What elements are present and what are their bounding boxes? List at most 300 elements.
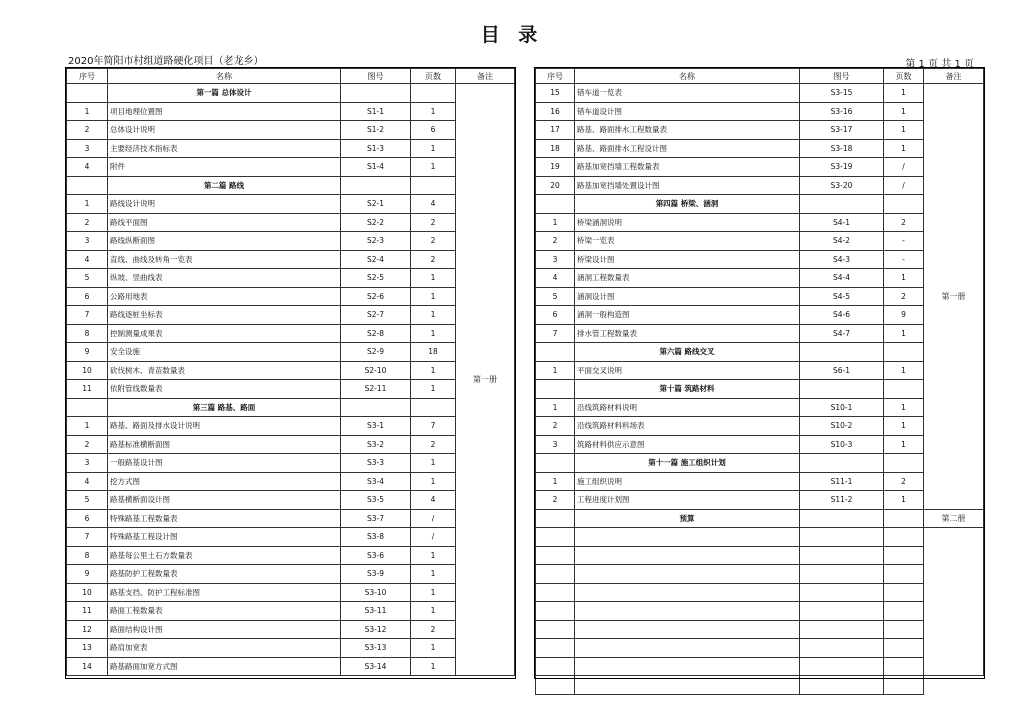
row-name: 挖方式图 (108, 472, 341, 491)
table-row (536, 176, 984, 195)
row-name: 路基、路面及排水设计说明 (108, 417, 341, 436)
row-seq: 8 (67, 324, 108, 343)
row-pages: 1 (411, 565, 456, 584)
header-remark: 备注 (456, 69, 515, 84)
table-row (536, 528, 984, 547)
row-pages: 1 (411, 139, 456, 158)
row-pages: 1 (411, 306, 456, 325)
left-index-table (66, 68, 515, 676)
section-row (67, 84, 515, 103)
remark-cell (924, 528, 984, 676)
row-seq: 6 (536, 306, 575, 325)
table-row (67, 491, 515, 510)
table-row (67, 195, 515, 214)
row-pages (884, 583, 924, 602)
row-code: S4-6 (800, 306, 884, 325)
table-row (67, 250, 515, 269)
row-name: 涵洞工程数量表 (575, 269, 800, 288)
table-row (67, 435, 515, 454)
row-pages: 1 (884, 84, 924, 103)
row-name (575, 602, 800, 621)
row-code: S2-7 (341, 306, 411, 325)
row-seq: 6 (67, 287, 108, 306)
page-info: 第 1 页 共 1 页 (905, 59, 974, 70)
row-seq: 3 (67, 454, 108, 473)
row-seq: 2 (67, 213, 108, 232)
row-seq: 2 (67, 435, 108, 454)
table-header-row (536, 69, 984, 84)
row-seq: 5 (67, 269, 108, 288)
row-code: S3-9 (341, 565, 411, 584)
row-code (800, 657, 884, 676)
row-name: 桥梁设计图 (575, 250, 800, 269)
table-row (536, 269, 984, 288)
remark-cell: 第一册 (924, 84, 984, 510)
row-name: 桥梁涵洞说明 (575, 213, 800, 232)
row-pages: - (884, 250, 924, 269)
section-pages (884, 343, 924, 362)
row-pages: 2 (411, 232, 456, 251)
row-seq: 20 (536, 176, 575, 195)
row-code: S3-3 (341, 454, 411, 473)
row-seq (536, 528, 575, 547)
row-code: S10-1 (800, 398, 884, 417)
row-code: S3-15 (800, 84, 884, 103)
row-pages: / (884, 176, 924, 195)
section-code (800, 195, 884, 214)
row-code: S3-12 (341, 620, 411, 639)
row-code: S2-9 (341, 343, 411, 362)
table-row (536, 620, 984, 639)
row-code: S4-2 (800, 232, 884, 251)
table-row (67, 324, 515, 343)
section-seq (536, 509, 575, 528)
row-seq: 17 (536, 121, 575, 140)
row-pages: 1 (411, 269, 456, 288)
table-row (67, 380, 515, 399)
row-name (575, 676, 800, 695)
row-code: S2-8 (341, 324, 411, 343)
row-name (575, 639, 800, 658)
row-seq: 7 (67, 306, 108, 325)
row-code: S11-2 (800, 491, 884, 510)
row-pages: 1 (884, 324, 924, 343)
table-row (536, 121, 984, 140)
table-row (536, 324, 984, 343)
row-seq (536, 639, 575, 658)
row-name: 路线设计说明 (108, 195, 341, 214)
row-code: S4-1 (800, 213, 884, 232)
table-row (67, 583, 515, 602)
row-seq (536, 657, 575, 676)
table-row (536, 417, 984, 436)
row-seq: 10 (67, 583, 108, 602)
table-row (67, 213, 515, 232)
row-pages: 1 (884, 102, 924, 121)
row-pages: 1 (884, 435, 924, 454)
section-row (536, 380, 984, 399)
table-row (536, 287, 984, 306)
row-code (800, 620, 884, 639)
row-name: 路基、路面排水工程数量表 (575, 121, 800, 140)
row-name: 路基加宽挡墙处置设计图 (575, 176, 800, 195)
row-code: S3-5 (341, 491, 411, 510)
section-title: 第十一篇 施工组织计划 (575, 454, 800, 473)
row-pages: 1 (884, 361, 924, 380)
row-pages: 1 (411, 657, 456, 676)
row-name: 总体设计说明 (108, 121, 341, 140)
row-code: S3-10 (341, 583, 411, 602)
row-pages: 1 (884, 269, 924, 288)
table-row (67, 639, 515, 658)
row-pages: 2 (884, 213, 924, 232)
section-title: 第六篇 路线交叉 (575, 343, 800, 362)
remark-cell: 第一册 (456, 84, 515, 676)
header-name: 名称 (108, 69, 341, 84)
row-code: S3-2 (341, 435, 411, 454)
row-name: 涵洞一般构造图 (575, 306, 800, 325)
row-code: S4-5 (800, 287, 884, 306)
section-title: 第四篇 桥梁、涵洞 (575, 195, 800, 214)
row-name: 附件 (108, 158, 341, 177)
row-name: 项目地理位置图 (108, 102, 341, 121)
section-row (67, 398, 515, 417)
row-name: 沿线筑路材料料场表 (575, 417, 800, 436)
row-code: S10-2 (800, 417, 884, 436)
table-row (536, 158, 984, 177)
section-seq (536, 380, 575, 399)
row-name: 路基支挡、防护工程标准图 (108, 583, 341, 602)
table-row (67, 620, 515, 639)
row-seq (536, 620, 575, 639)
row-seq: 6 (67, 509, 108, 528)
table-row (67, 306, 515, 325)
table-row (67, 602, 515, 621)
section-seq (67, 176, 108, 195)
table-row (536, 306, 984, 325)
section-pages (411, 398, 456, 417)
row-code: S2-10 (341, 361, 411, 380)
row-code: S3-1 (341, 417, 411, 436)
row-code: S4-4 (800, 269, 884, 288)
row-code: S3-18 (800, 139, 884, 158)
table-row (536, 213, 984, 232)
row-pages: 1 (411, 583, 456, 602)
section-seq (536, 195, 575, 214)
row-code: S2-6 (341, 287, 411, 306)
header-code: 图号 (341, 69, 411, 84)
row-name: 主要经济技术指标表 (108, 139, 341, 158)
table-row (536, 491, 984, 510)
row-name: 路基防护工程数量表 (108, 565, 341, 584)
row-code: S3-4 (341, 472, 411, 491)
table-row (67, 454, 515, 473)
section-pages (884, 454, 924, 473)
table-header-row (67, 69, 515, 84)
row-code: S2-4 (341, 250, 411, 269)
row-seq: 3 (536, 250, 575, 269)
row-name: 路基横断面设计图 (108, 491, 341, 510)
row-code: S6-1 (800, 361, 884, 380)
row-pages (884, 676, 924, 695)
row-pages: 1 (884, 417, 924, 436)
row-seq: 10 (67, 361, 108, 380)
row-pages: - (884, 232, 924, 251)
section-row (536, 195, 984, 214)
row-name: 依附管线数量表 (108, 380, 341, 399)
table-row (536, 250, 984, 269)
row-code: S3-19 (800, 158, 884, 177)
row-seq: 2 (67, 121, 108, 140)
row-pages: / (884, 158, 924, 177)
table-row (536, 676, 984, 695)
table-row (67, 343, 515, 362)
row-pages: 1 (411, 324, 456, 343)
row-seq: 2 (536, 417, 575, 436)
row-code (800, 583, 884, 602)
table-row (536, 565, 984, 584)
table-row (536, 102, 984, 121)
section-pages (411, 176, 456, 195)
row-name: 涵洞设计图 (575, 287, 800, 306)
project-name: 2020年简阳市村组道路硬化项目（老龙乡） (68, 56, 264, 67)
right-index-table (535, 68, 984, 695)
row-seq: 3 (536, 435, 575, 454)
table-row (67, 287, 515, 306)
row-seq: 15 (536, 84, 575, 103)
row-pages: 4 (411, 491, 456, 510)
table-row (536, 546, 984, 565)
row-name: 路基、路面排水工程设计图 (575, 139, 800, 158)
row-name: 错车道一览表 (575, 84, 800, 103)
table-row (536, 84, 984, 103)
table-row (536, 139, 984, 158)
row-code: S3-7 (341, 509, 411, 528)
row-seq: 1 (536, 213, 575, 232)
row-pages: 2 (884, 287, 924, 306)
table-row (536, 361, 984, 380)
row-name: 控制测量成果表 (108, 324, 341, 343)
row-seq (536, 565, 575, 584)
table-row (536, 639, 984, 658)
row-pages: 2 (884, 472, 924, 491)
header-code: 图号 (800, 69, 884, 84)
row-name (575, 528, 800, 547)
row-code: S3-20 (800, 176, 884, 195)
row-code: S1-4 (341, 158, 411, 177)
row-code: S10-3 (800, 435, 884, 454)
row-name: 纵坡、竖曲线表 (108, 269, 341, 288)
row-pages (884, 565, 924, 584)
row-seq: 12 (67, 620, 108, 639)
row-seq: 4 (67, 472, 108, 491)
row-seq: 4 (536, 269, 575, 288)
header-pages: 页数 (411, 69, 456, 84)
section-title: 预算 (575, 509, 800, 528)
table-row (67, 269, 515, 288)
row-name: 砍伐树木、青苗数量表 (108, 361, 341, 380)
row-seq: 1 (67, 417, 108, 436)
row-name: 沿线筑路材料说明 (575, 398, 800, 417)
table-row (67, 232, 515, 251)
row-pages: 2 (411, 250, 456, 269)
row-name: 一般路基设计图 (108, 454, 341, 473)
row-name: 路基标准横断面图 (108, 435, 341, 454)
row-name: 路线平面图 (108, 213, 341, 232)
row-pages: 1 (884, 491, 924, 510)
row-seq (536, 602, 575, 621)
row-name: 路基每公里土石方数量表 (108, 546, 341, 565)
section-code (341, 84, 411, 103)
row-seq: 9 (67, 565, 108, 584)
section-code (800, 454, 884, 473)
row-code: S2-11 (341, 380, 411, 399)
row-code (800, 602, 884, 621)
row-seq: 9 (67, 343, 108, 362)
row-code: S3-16 (800, 102, 884, 121)
row-code: S3-14 (341, 657, 411, 676)
row-pages: 1 (884, 398, 924, 417)
table-row (536, 435, 984, 454)
row-code (800, 528, 884, 547)
row-seq: 2 (536, 232, 575, 251)
header-pages: 页数 (884, 69, 924, 84)
page-title: 目 录 (480, 24, 544, 46)
row-name (575, 565, 800, 584)
row-pages (884, 528, 924, 547)
row-code: S2-5 (341, 269, 411, 288)
section-seq (67, 398, 108, 417)
table-row (67, 657, 515, 676)
row-seq: 5 (67, 491, 108, 510)
row-seq (536, 583, 575, 602)
remark-cell: 第二册 (924, 509, 984, 528)
section-pages (411, 84, 456, 103)
row-pages: 1 (411, 639, 456, 658)
row-code: S1-3 (341, 139, 411, 158)
row-name (575, 546, 800, 565)
row-seq: 1 (536, 472, 575, 491)
section-code (341, 176, 411, 195)
row-name (575, 657, 800, 676)
row-code: S3-11 (341, 602, 411, 621)
row-seq: 7 (67, 528, 108, 547)
row-seq: 5 (536, 287, 575, 306)
table-row (536, 232, 984, 251)
row-name: 筑路材料供应示意图 (575, 435, 800, 454)
row-seq: 11 (67, 380, 108, 399)
row-seq: 3 (67, 139, 108, 158)
row-pages: / (411, 528, 456, 547)
row-pages: 7 (411, 417, 456, 436)
row-seq: 1 (67, 195, 108, 214)
row-pages: 4 (411, 195, 456, 214)
table-row (536, 583, 984, 602)
row-name: 公路用地表 (108, 287, 341, 306)
row-seq: 14 (67, 657, 108, 676)
row-pages: 1 (884, 139, 924, 158)
row-code: S11-1 (800, 472, 884, 491)
row-code: S3-6 (341, 546, 411, 565)
row-seq: 8 (67, 546, 108, 565)
row-pages: 1 (411, 102, 456, 121)
section-code (800, 343, 884, 362)
row-name (575, 620, 800, 639)
row-seq: 11 (67, 602, 108, 621)
row-pages (884, 639, 924, 658)
table-row (67, 102, 515, 121)
row-pages: 1 (411, 380, 456, 399)
row-code: S2-2 (341, 213, 411, 232)
row-name: 路肩加宽表 (108, 639, 341, 658)
table-row (67, 472, 515, 491)
row-name: 排水管工程数量表 (575, 324, 800, 343)
row-pages (884, 620, 924, 639)
row-pages: 2 (411, 620, 456, 639)
row-pages: 2 (411, 435, 456, 454)
table-row (67, 565, 515, 584)
row-pages: 1 (411, 361, 456, 380)
section-title: 第十篇 筑路材料 (575, 380, 800, 399)
table-row (67, 509, 515, 528)
row-name: 直线、曲线及转角一览表 (108, 250, 341, 269)
section-title: 第二篇 路线 (108, 176, 341, 195)
row-name: 特殊路基工程数量表 (108, 509, 341, 528)
table-row (67, 361, 515, 380)
header-seq: 序号 (67, 69, 108, 84)
row-name: 路基加宽挡墙工程数量表 (575, 158, 800, 177)
row-code: S4-7 (800, 324, 884, 343)
row-seq: 1 (536, 361, 575, 380)
section-code (800, 380, 884, 399)
row-seq: 19 (536, 158, 575, 177)
section-title: 第一篇 总体设计 (108, 84, 341, 103)
header-name: 名称 (575, 69, 800, 84)
row-name: 工程进度计划图 (575, 491, 800, 510)
row-pages: 1 (411, 158, 456, 177)
section-title: 第三篇 路基、路面 (108, 398, 341, 417)
row-pages: 1 (411, 472, 456, 491)
row-seq: 1 (67, 102, 108, 121)
row-pages: 9 (884, 306, 924, 325)
row-code (800, 639, 884, 658)
section-seq (67, 84, 108, 103)
row-pages: 1 (884, 121, 924, 140)
section-row (536, 454, 984, 473)
section-seq (536, 454, 575, 473)
row-pages: 1 (411, 287, 456, 306)
header-remark: 备注 (924, 69, 984, 84)
section-row (536, 343, 984, 362)
row-code: S3-8 (341, 528, 411, 547)
table-row (536, 657, 984, 676)
header-seq: 序号 (536, 69, 575, 84)
row-name: 安全设施 (108, 343, 341, 362)
section-row (67, 176, 515, 195)
row-code: S1-2 (341, 121, 411, 140)
row-code (800, 546, 884, 565)
row-name: 路线逐桩坐标表 (108, 306, 341, 325)
section-row (536, 509, 984, 528)
row-seq: 18 (536, 139, 575, 158)
table-row (536, 398, 984, 417)
row-code: S2-3 (341, 232, 411, 251)
row-pages: 1 (411, 454, 456, 473)
row-pages: / (411, 509, 456, 528)
row-pages: 18 (411, 343, 456, 362)
row-seq: 13 (67, 639, 108, 658)
table-row (67, 528, 515, 547)
